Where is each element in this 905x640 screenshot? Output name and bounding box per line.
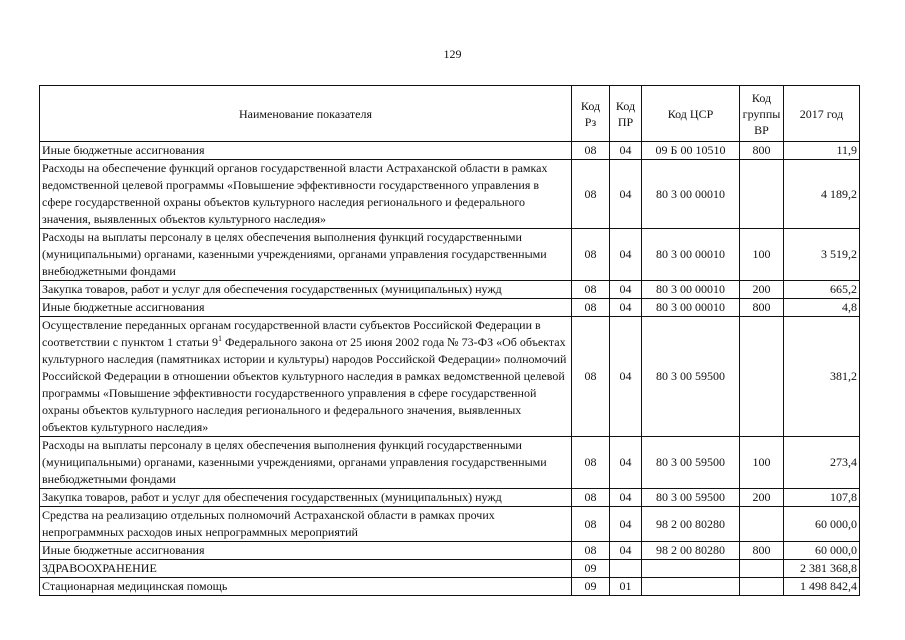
row-csr: 80 3 00 00010 bbox=[642, 281, 740, 299]
row-vr: 200 bbox=[740, 489, 784, 507]
row-csr: 80 3 00 00010 bbox=[642, 160, 740, 229]
row-pr: 04 bbox=[610, 317, 642, 437]
row-amount: 60 000,0 bbox=[784, 542, 860, 560]
row-pr: 04 bbox=[610, 299, 642, 317]
row-name: Иные бюджетные ассигнования bbox=[40, 299, 572, 317]
table-row bbox=[40, 437, 860, 489]
row-name: Закупка товаров, работ и услуг для обеспечения государственных (муниципальных) нужд bbox=[40, 489, 572, 507]
table-row bbox=[40, 160, 860, 229]
row-amount: 381,2 bbox=[784, 317, 860, 437]
row-rz: 08 bbox=[572, 437, 610, 489]
row-vr bbox=[740, 560, 784, 578]
row-pr: 04 bbox=[610, 489, 642, 507]
header-vr: Код группы ВР bbox=[740, 86, 784, 142]
row-rz: 08 bbox=[572, 542, 610, 560]
row-csr: 80 3 00 59500 bbox=[642, 437, 740, 489]
row-name: ЗДРАВООХРАНЕНИЕ bbox=[40, 560, 572, 578]
row-amount: 273,4 bbox=[784, 437, 860, 489]
row-name-part: Федерального закона от 25 июня 2002 года № 73-ФЗ «Об объектах культурного наследия (памятниках истории и культуры) народов Российской Федерации» полномочий Российской Федерации в отношении объектов культурного наследия в рамках ведомственной целевой программы «Повышение эффективности государственного управления в сфере государственной охраны объектов культурного наследия регионального и федерального значения, выявленных объектов культурного наследия» bbox=[42, 335, 567, 434]
header-pr: Код ПР bbox=[610, 86, 642, 142]
table-row bbox=[40, 142, 860, 160]
row-rz: 08 bbox=[572, 299, 610, 317]
table-row bbox=[40, 317, 860, 437]
row-name: Стационарная медицинская помощь bbox=[40, 578, 572, 596]
row-vr: 800 bbox=[740, 142, 784, 160]
row-name bbox=[40, 317, 572, 437]
row-rz: 08 bbox=[572, 281, 610, 299]
row-rz: 08 bbox=[572, 317, 610, 437]
row-amount: 3 519,2 bbox=[784, 229, 860, 281]
row-vr bbox=[740, 160, 784, 229]
table-row bbox=[40, 578, 860, 596]
article-superscript: 1 bbox=[217, 334, 222, 343]
header-rz: Код Рз bbox=[572, 86, 610, 142]
row-amount: 2 381 368,8 bbox=[784, 560, 860, 578]
row-vr: 100 bbox=[740, 229, 784, 281]
row-vr bbox=[740, 317, 784, 437]
table-row bbox=[40, 229, 860, 281]
row-csr: 09 Б 00 10510 bbox=[642, 142, 740, 160]
row-amount: 107,8 bbox=[784, 489, 860, 507]
table-row bbox=[40, 507, 860, 542]
row-csr: 98 2 00 80280 bbox=[642, 507, 740, 542]
row-pr: 04 bbox=[610, 507, 642, 542]
row-rz: 09 bbox=[572, 578, 610, 596]
row-name: Расходы на выплаты персоналу в целях обеспечения выполнения функций государственными (муниципальными) органами, казенными учреждениями, органами управления государственными внебюджетными фондами bbox=[40, 229, 572, 281]
row-pr: 01 bbox=[610, 578, 642, 596]
row-csr: 80 3 00 59500 bbox=[642, 317, 740, 437]
row-rz: 08 bbox=[572, 160, 610, 229]
row-pr: 04 bbox=[610, 142, 642, 160]
header-csr: Код ЦСР bbox=[642, 86, 740, 142]
header-name: Наименование показателя bbox=[40, 86, 572, 142]
row-amount: 1 498 842,4 bbox=[784, 578, 860, 596]
row-vr bbox=[740, 507, 784, 542]
row-pr: 04 bbox=[610, 160, 642, 229]
row-amount: 60 000,0 bbox=[784, 507, 860, 542]
header-row bbox=[40, 86, 860, 142]
row-rz: 08 bbox=[572, 489, 610, 507]
row-vr: 800 bbox=[740, 542, 784, 560]
table-row bbox=[40, 542, 860, 560]
row-rz: 08 bbox=[572, 507, 610, 542]
row-name: Закупка товаров, работ и услуг для обеспечения государственных (муниципальных) нужд bbox=[40, 281, 572, 299]
row-pr: 04 bbox=[610, 229, 642, 281]
row-pr: 04 bbox=[610, 437, 642, 489]
row-pr bbox=[610, 560, 642, 578]
table-row bbox=[40, 560, 860, 578]
row-csr: 80 3 00 59500 bbox=[642, 489, 740, 507]
page-number: 129 bbox=[443, 47, 462, 61]
row-vr: 100 bbox=[740, 437, 784, 489]
row-name-part: Осуществление переданных органам государственной власти субъектов Российской Федерации в соответствии с пунктом 1 статьи 9 bbox=[42, 318, 541, 349]
header-year: 2017 год bbox=[784, 86, 860, 142]
table-row bbox=[40, 281, 860, 299]
row-name: Иные бюджетные ассигнования bbox=[40, 542, 572, 560]
row-rz: 08 bbox=[572, 142, 610, 160]
row-name: Расходы на выплаты персоналу в целях обеспечения выполнения функций государственными (муниципальными) органами, казенными учреждениями, органами управления государственными внебюджетными фондами bbox=[40, 437, 572, 489]
row-amount: 4,8 bbox=[784, 299, 860, 317]
row-csr bbox=[642, 578, 740, 596]
table-row bbox=[40, 299, 860, 317]
row-csr bbox=[642, 560, 740, 578]
table-row bbox=[40, 489, 860, 507]
row-pr: 04 bbox=[610, 281, 642, 299]
row-pr: 04 bbox=[610, 542, 642, 560]
row-name: Средства на реализацию отдельных полномочий Астраханской области в рамках прочих непрограммных расходов иных непрограммных мероприятий bbox=[40, 507, 572, 542]
row-amount: 11,9 bbox=[784, 142, 860, 160]
row-csr: 98 2 00 80280 bbox=[642, 542, 740, 560]
row-amount: 4 189,2 bbox=[784, 160, 860, 229]
row-rz: 09 bbox=[572, 560, 610, 578]
row-vr bbox=[740, 578, 784, 596]
row-csr: 80 3 00 00010 bbox=[642, 229, 740, 281]
row-vr: 800 bbox=[740, 299, 784, 317]
row-rz: 08 bbox=[572, 229, 610, 281]
row-name: Расходы на обеспечение функций органов государственной власти Астраханской области в рамках ведомственной целевой программы «Повышение эффективности государственного управления в сфере государственной охраны объектов культурного наследия регионального и федерального значения, выявленных объектов культурного наследия» bbox=[40, 160, 572, 229]
budget-table bbox=[39, 85, 860, 596]
row-csr: 80 3 00 00010 bbox=[642, 299, 740, 317]
row-amount: 665,2 bbox=[784, 281, 860, 299]
row-name: Иные бюджетные ассигнования bbox=[40, 142, 572, 160]
row-vr: 200 bbox=[740, 281, 784, 299]
